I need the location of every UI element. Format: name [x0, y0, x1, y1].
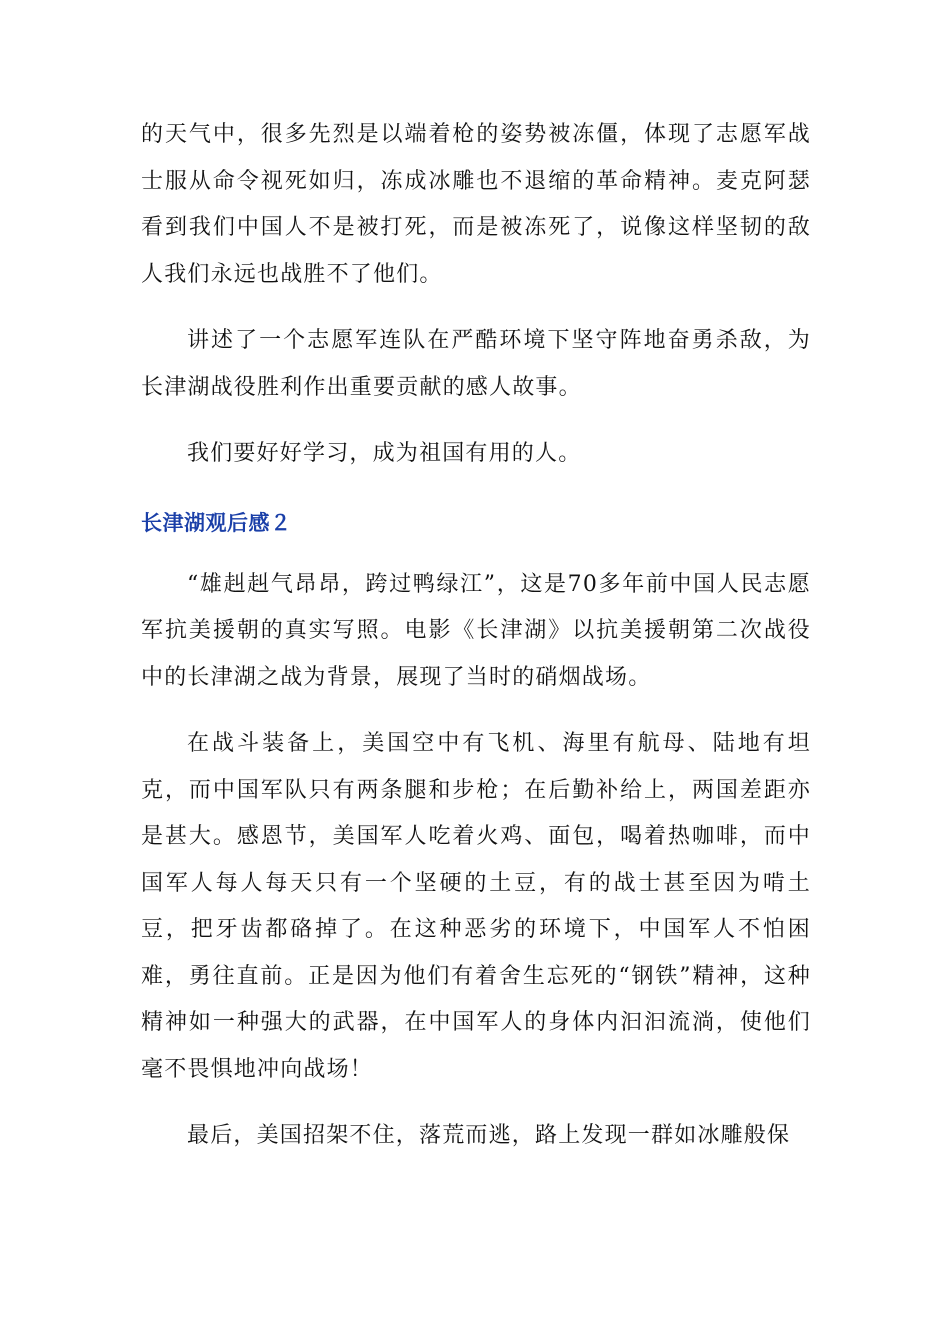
paragraph-1: 的天气中，很多先烈是以端着枪的姿势被冻僵，体现了志愿军战士服从命令视死如归，冻成冰雕也不退缩的革命精神。麦克阿瑟看到我们中国人不是被打死，而是被冻死了，说像这样坚韧的敌人我们永远也战胜不了他们。 [141, 122, 811, 287]
paragraph-5: 在战斗装备上，美国空中有飞机、海里有航母、陆地有坦克，而中国军队只有两条腿和步枪；在后勤补给上，两国差距亦是甚大。感恩节，美国军人吃着火鸡、面包，喝着热咖啡，而中国军人每人每天只有一个坚硬的土豆，有的战士甚至因为啃土豆，把牙齿都硌掉了。在这种恶劣的环境下，中国军人不怕困难，勇往直前。正是因为他们有着舍生忘死的“钢铁”精神，这种精神如一种强大的武器，在中国军人的身体内汩汩流淌，使他们毫不畏惧地冲向战场！ [141, 731, 811, 1082]
paragraph-3: 我们要好好学习，成为祖国有用的人。 [187, 441, 582, 466]
section-heading: 长津湖观后感２ [141, 510, 292, 535]
paragraph-4: “雄赳赳气昂昂，跨过鸭绿江”，这是70多年前中国人民志愿军抗美援朝的真实写照。电影《长津湖》以抗美援朝第二次战役中的长津湖之战为背景，展现了当时的硝烟战场。 [141, 571, 811, 690]
document-body [141, 112, 811, 1160]
paragraph-2: 讲述了一个志愿军连队在严酷环境下坚守阵地奋勇杀敌，为长津湖战役胜利作出重要贡献的感人故事。 [141, 328, 811, 400]
paragraph-6: 最后，美国招架不住，落荒而逃，路上发现一群如冰雕般保 [187, 1123, 791, 1148]
